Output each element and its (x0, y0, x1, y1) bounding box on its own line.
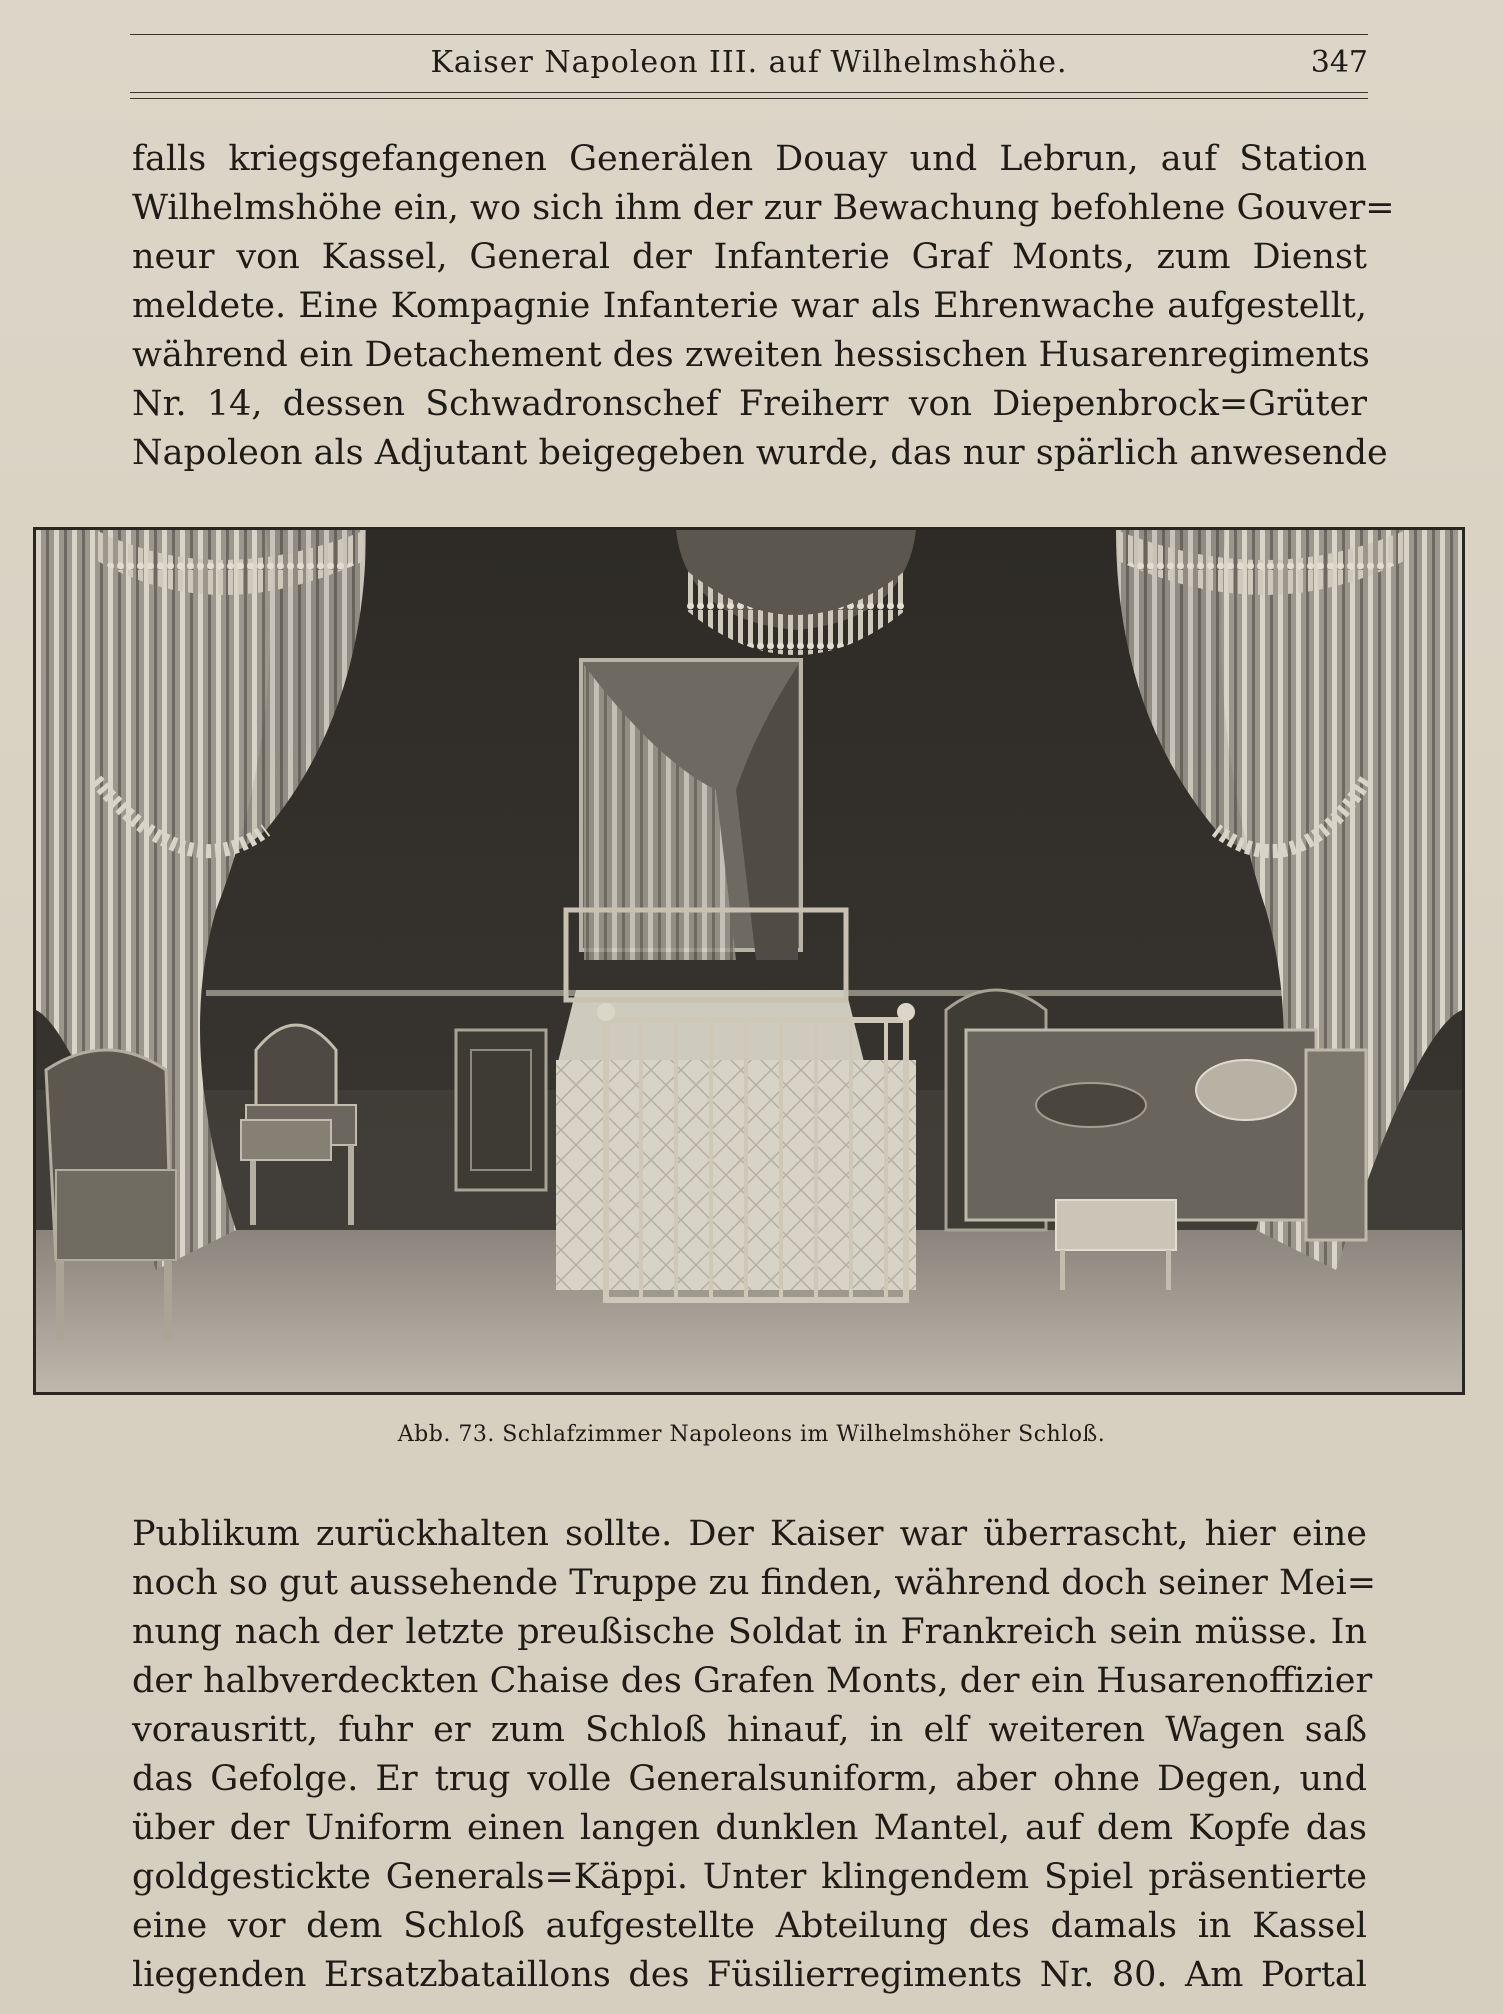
text-line: während ein Detachement des zweiten hessischen Husarenregiments (132, 335, 1370, 375)
text-line: liegenden Ersatzbataillons des Füsilierregiments Nr. 80. Am Portal (132, 1955, 1367, 1995)
text-line: Wilhelmshöhe ein, wo sich ihm der zur Bewachung befohlene Gouver= (132, 188, 1395, 228)
photo-illustration (36, 530, 1462, 1392)
header-rule-top (130, 34, 1368, 35)
header-rule-double (130, 98, 1368, 99)
header-rule-bottom (130, 92, 1368, 93)
text-line: goldgestickte Generals=Käppi. Unter klingendem Spiel präsentierte (132, 1857, 1367, 1897)
paragraph-bottom (132, 1510, 1377, 2000)
text-line: neur von Kassel, General der Infanterie Graf Monts, zum Dienst (132, 237, 1367, 277)
running-header (130, 40, 1368, 86)
text-line: noch so gut aussehende Truppe zu finden, während doch seiner Mei= (132, 1563, 1377, 1603)
running-title: Kaiser Napoleon III. auf Wilhelmshöhe. (430, 45, 1068, 80)
text-line: nung nach der letzte preußische Soldat in Frankreich sein müsse. In (132, 1612, 1367, 1652)
bedroom-photograph (33, 527, 1465, 1395)
text-line: eine vor dem Schloß aufgestellte Abteilung des damals in Kassel (132, 1906, 1367, 1946)
text-line: das Gefolge. Er trug volle Generalsuniform, aber ohne Degen, und (132, 1759, 1367, 1799)
text-line: Napoleon als Adjutant beigegeben wurde, das nur spärlich anwesende (132, 433, 1388, 473)
text-line: der halbverdeckten Chaise des Grafen Monts, der ein Husarenoffizier (132, 1661, 1373, 1701)
text-line: Publikum zurückhalten sollte. Der Kaiser war überrascht, hier eine (132, 1514, 1367, 1554)
text-line: falls kriegsgefangenen Generälen Douay und Lebrun, auf Station (132, 139, 1367, 179)
text-line: meldete. Eine Kompagnie Infanterie war als Ehrenwache aufgestellt, (132, 286, 1367, 326)
page-number: 347 (1310, 45, 1368, 80)
paragraph-top (132, 135, 1395, 478)
text-line: über der Uniform einen langen dunklen Mantel, auf dem Kopfe das (132, 1808, 1367, 1848)
text-line: Nr. 14, dessen Schwadronschef Freiherr von Diepenbrock=Grüter (132, 384, 1367, 424)
text-line: vorausritt, fuhr er zum Schloß hinauf, in elf weiteren Wagen saß (132, 1710, 1367, 1750)
figure-caption: Abb. 73. Schlafzimmer Napoleons im Wilhelmshöher Schloß. (397, 1422, 1106, 1447)
